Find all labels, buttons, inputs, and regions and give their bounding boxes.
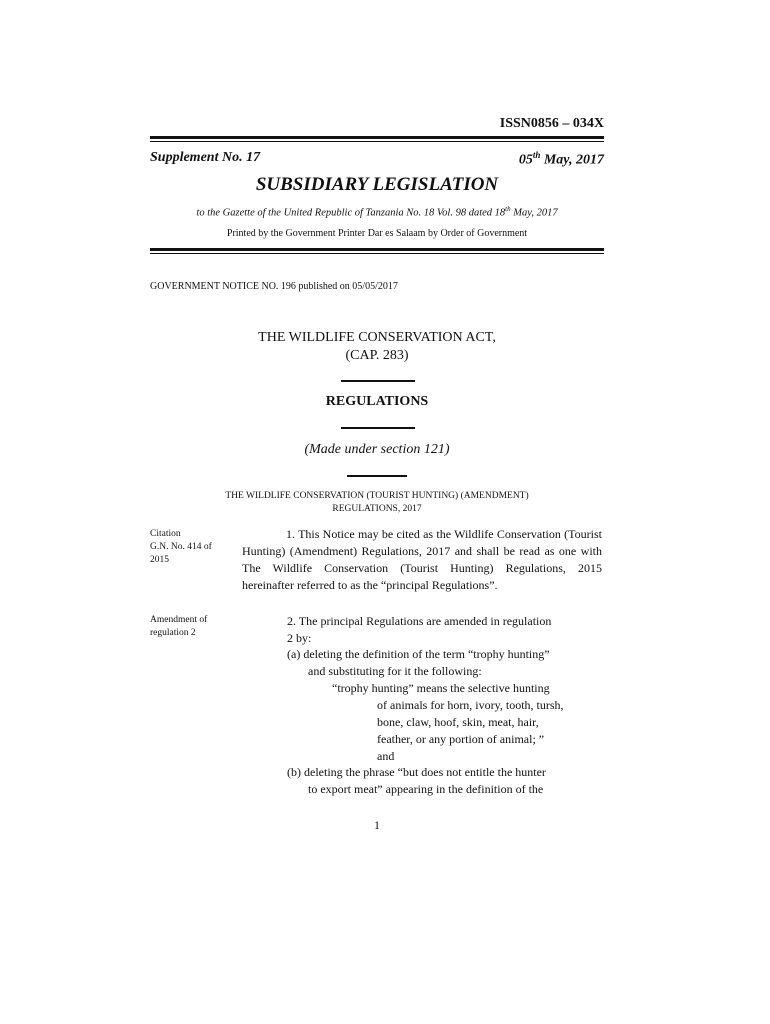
act-name: THE WILDLIFE CONSERVATION ACT,	[258, 330, 496, 345]
government-notice: GOVERNMENT NOTICE NO. 196 published on 05/05/2017	[150, 281, 398, 292]
gazette-suffix: th	[505, 205, 511, 213]
margin-note-line: Citation	[150, 529, 181, 539]
page-number: 1	[374, 818, 380, 832]
definition-text: of animals for horn, ivory, tooth, tursh,	[377, 698, 564, 712]
separator-line	[347, 475, 407, 477]
separator-line	[341, 380, 415, 382]
regulations-heading: REGULATIONS	[325, 394, 429, 409]
separator-line	[341, 427, 415, 429]
clause-a: and substituting for it the following:	[308, 664, 482, 678]
document-title: SUBSIDIARY LEGISLATION	[255, 174, 499, 195]
publication-date	[380, 150, 604, 169]
date-suffix: th	[532, 150, 541, 160]
clause-b: (b) deleting the phrase “but does not entitle the hunter	[287, 765, 546, 779]
gazette-text: to the Gazette of the United Republic of Tanzania No. 18 Vol. 98 dated 18	[196, 207, 506, 219]
section-1-margin-note	[150, 528, 240, 567]
section-2-intro: 2. The principal Regulations are amended in regulation	[287, 614, 552, 628]
definition-text: and	[377, 749, 395, 763]
definition-text: bone, claw, hoof, skin, meat, hair,	[377, 715, 539, 729]
regulation-title-line: THE WILDLIFE CONSERVATION (TOURIST HUNTING) (AMENDMENT)	[225, 491, 529, 501]
definition-text: “trophy hunting” means the selective hunting	[332, 681, 550, 695]
date-day: 05	[518, 152, 533, 168]
act-chapter: (CAP. 283)	[345, 348, 409, 363]
section-1-text: 1. This Notice may be cited as the Wildlife Conservation (Tourist Hunting) (Amendment) Regulations, 2017 and shall be read as one with The Wildlife Conservation (Tourist Hunting) Regulations, 2015 hereinafter referred to as the “principal Regulations”.	[242, 527, 602, 592]
section-2-intro: 2 by:	[287, 631, 312, 645]
printer-line: Printed by the Government Printer Dar es Salaam by Order of Government	[226, 228, 528, 239]
margin-note-line: Amendment of	[150, 615, 208, 625]
clause-b: to export meat” appearing in the definition of the	[308, 782, 544, 796]
made-under-section: (Made under section 121)	[304, 442, 450, 457]
margin-note-line: 2015	[150, 555, 169, 565]
section-2-margin-note	[150, 614, 240, 640]
date-rest: May, 2017	[540, 152, 604, 168]
header-rule-thin	[150, 141, 604, 142]
issn-number: ISSN0856 – 034X	[499, 116, 604, 131]
masthead-rule-thick	[150, 248, 604, 251]
gazette-reference	[150, 205, 604, 219]
clause-a: (a) deleting the definition of the term “trophy hunting”	[287, 647, 550, 661]
margin-note-line: regulation 2	[150, 628, 196, 638]
regulation-title-line: REGULATIONS, 2017	[332, 504, 422, 514]
gazette-date: May, 2017	[510, 207, 558, 219]
masthead-rule-thin	[150, 253, 604, 254]
header-rule-thick	[150, 136, 604, 139]
margin-note-line: G.N. No. 414 of	[150, 542, 212, 552]
regulation-title	[150, 490, 604, 516]
supplement-number: Supplement No. 17	[150, 150, 261, 165]
definition-text: feather, or any portion of animal; ”	[377, 732, 545, 746]
